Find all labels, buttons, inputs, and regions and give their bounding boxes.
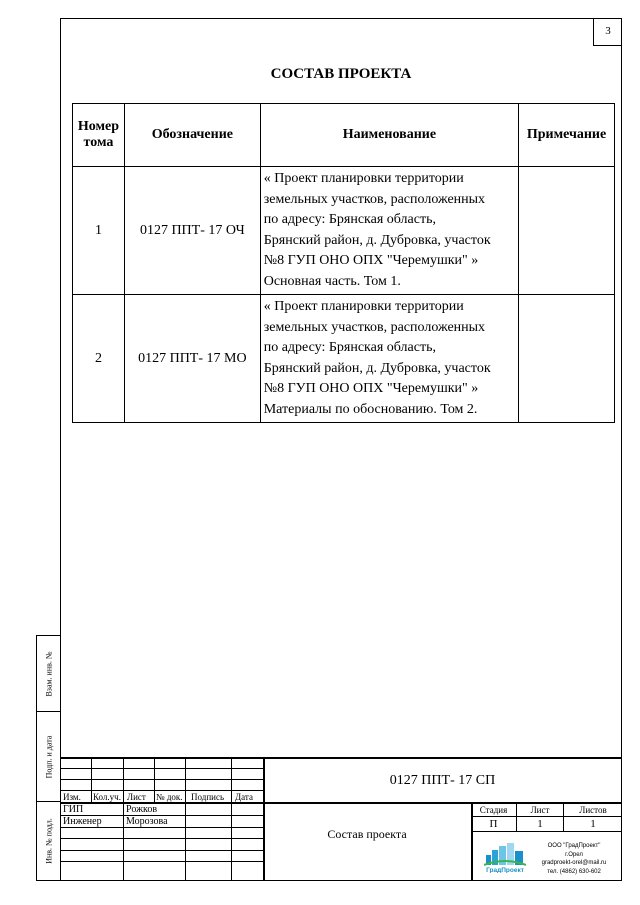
col-header-doc: № док. <box>156 792 183 802</box>
name-line: Материалы по обоснованию. Том 2. <box>263 401 478 417</box>
company-line: gradproekt-orel@mail.ru <box>541 860 607 866</box>
margin-cell <box>37 636 60 712</box>
name-line: №8 ГУП ОНО ОПХ "Черемушки" » <box>263 381 479 396</box>
name-line: « Проект планировки территории <box>263 171 464 186</box>
margin-label: Взам. инв. № <box>44 650 53 697</box>
margin-label: Инв. № подл. <box>44 818 53 864</box>
company-line: тел. (4862) 630-602 <box>547 868 601 875</box>
margin-strip <box>36 635 60 881</box>
name-line: Брянский район, д. Дубровка, участок <box>263 232 491 248</box>
role-gip: ГИП <box>63 804 84 815</box>
table-row <box>73 295 615 423</box>
volume-name <box>260 167 518 295</box>
name-line: по адресу: Брянская область, <box>263 212 436 227</box>
sheets-value: 1 <box>590 818 596 830</box>
margin-label: Подп. и дата <box>44 735 53 778</box>
name-line: земельных участков, расположенных <box>263 319 486 335</box>
company-line: г.Орел <box>565 851 583 858</box>
volume-name <box>260 295 518 423</box>
person-engineer: Морозова <box>126 816 168 827</box>
name-line: Брянский район, д. Дубровка, участок <box>263 360 491 376</box>
gradproekt-logo <box>484 841 526 873</box>
document-name: Состав проекта <box>327 827 407 841</box>
logo-text: ГрадПроект <box>486 867 524 873</box>
header-designation: Обозначение <box>124 104 260 167</box>
role-engineer: Инженер <box>63 816 102 827</box>
sheet-label: Лист <box>530 805 550 815</box>
name-line: Основная часть. Том 1. <box>263 273 401 289</box>
margin-cell <box>37 802 60 880</box>
company-line: ООО "ГрадПроект" <box>547 843 601 849</box>
sheets-label: Листов <box>579 805 607 815</box>
table-row <box>73 167 615 295</box>
note <box>519 295 615 423</box>
document-code: 0127 ППТ- 17 СП <box>389 773 496 788</box>
header-note: Примечание <box>519 104 615 167</box>
col-header-sheet: Лист <box>127 792 146 802</box>
header-volume-number: Номер тома <box>73 104 125 167</box>
name-line: земельных участков, расположенных <box>263 191 486 207</box>
col-header-count: Кол.уч. <box>93 792 121 802</box>
name-line: « Проект планировки территории <box>263 299 464 314</box>
name-line: №8 ГУП ОНО ОПХ "Черемушки" » <box>263 253 479 268</box>
sheet-value: 1 <box>537 818 543 830</box>
col-header-change: Изм. <box>63 792 81 802</box>
person-gip: Рожков <box>126 804 158 815</box>
company-info <box>526 842 622 876</box>
title-block <box>60 757 622 881</box>
designation: 0127 ППТ- 17 ОЧ <box>124 167 260 295</box>
sheet-number: 3 <box>593 18 622 46</box>
note <box>519 167 615 295</box>
stage-label: Стадия <box>479 805 508 815</box>
designation: 0127 ППТ- 17 МО <box>124 295 260 423</box>
volume-number: 2 <box>73 295 125 423</box>
table-header-row <box>73 104 615 167</box>
header-name: Наименование <box>260 104 518 167</box>
name-line: по адресу: Брянская область, <box>263 340 436 355</box>
margin-cell <box>37 712 60 802</box>
page-title: СОСТАВ ПРОЕКТА <box>270 66 412 82</box>
volume-number: 1 <box>73 167 125 295</box>
col-header-date: Дата <box>235 792 253 802</box>
stage-value: П <box>489 818 498 830</box>
contents-table <box>72 103 615 423</box>
col-header-signature: Подпись <box>191 792 225 802</box>
